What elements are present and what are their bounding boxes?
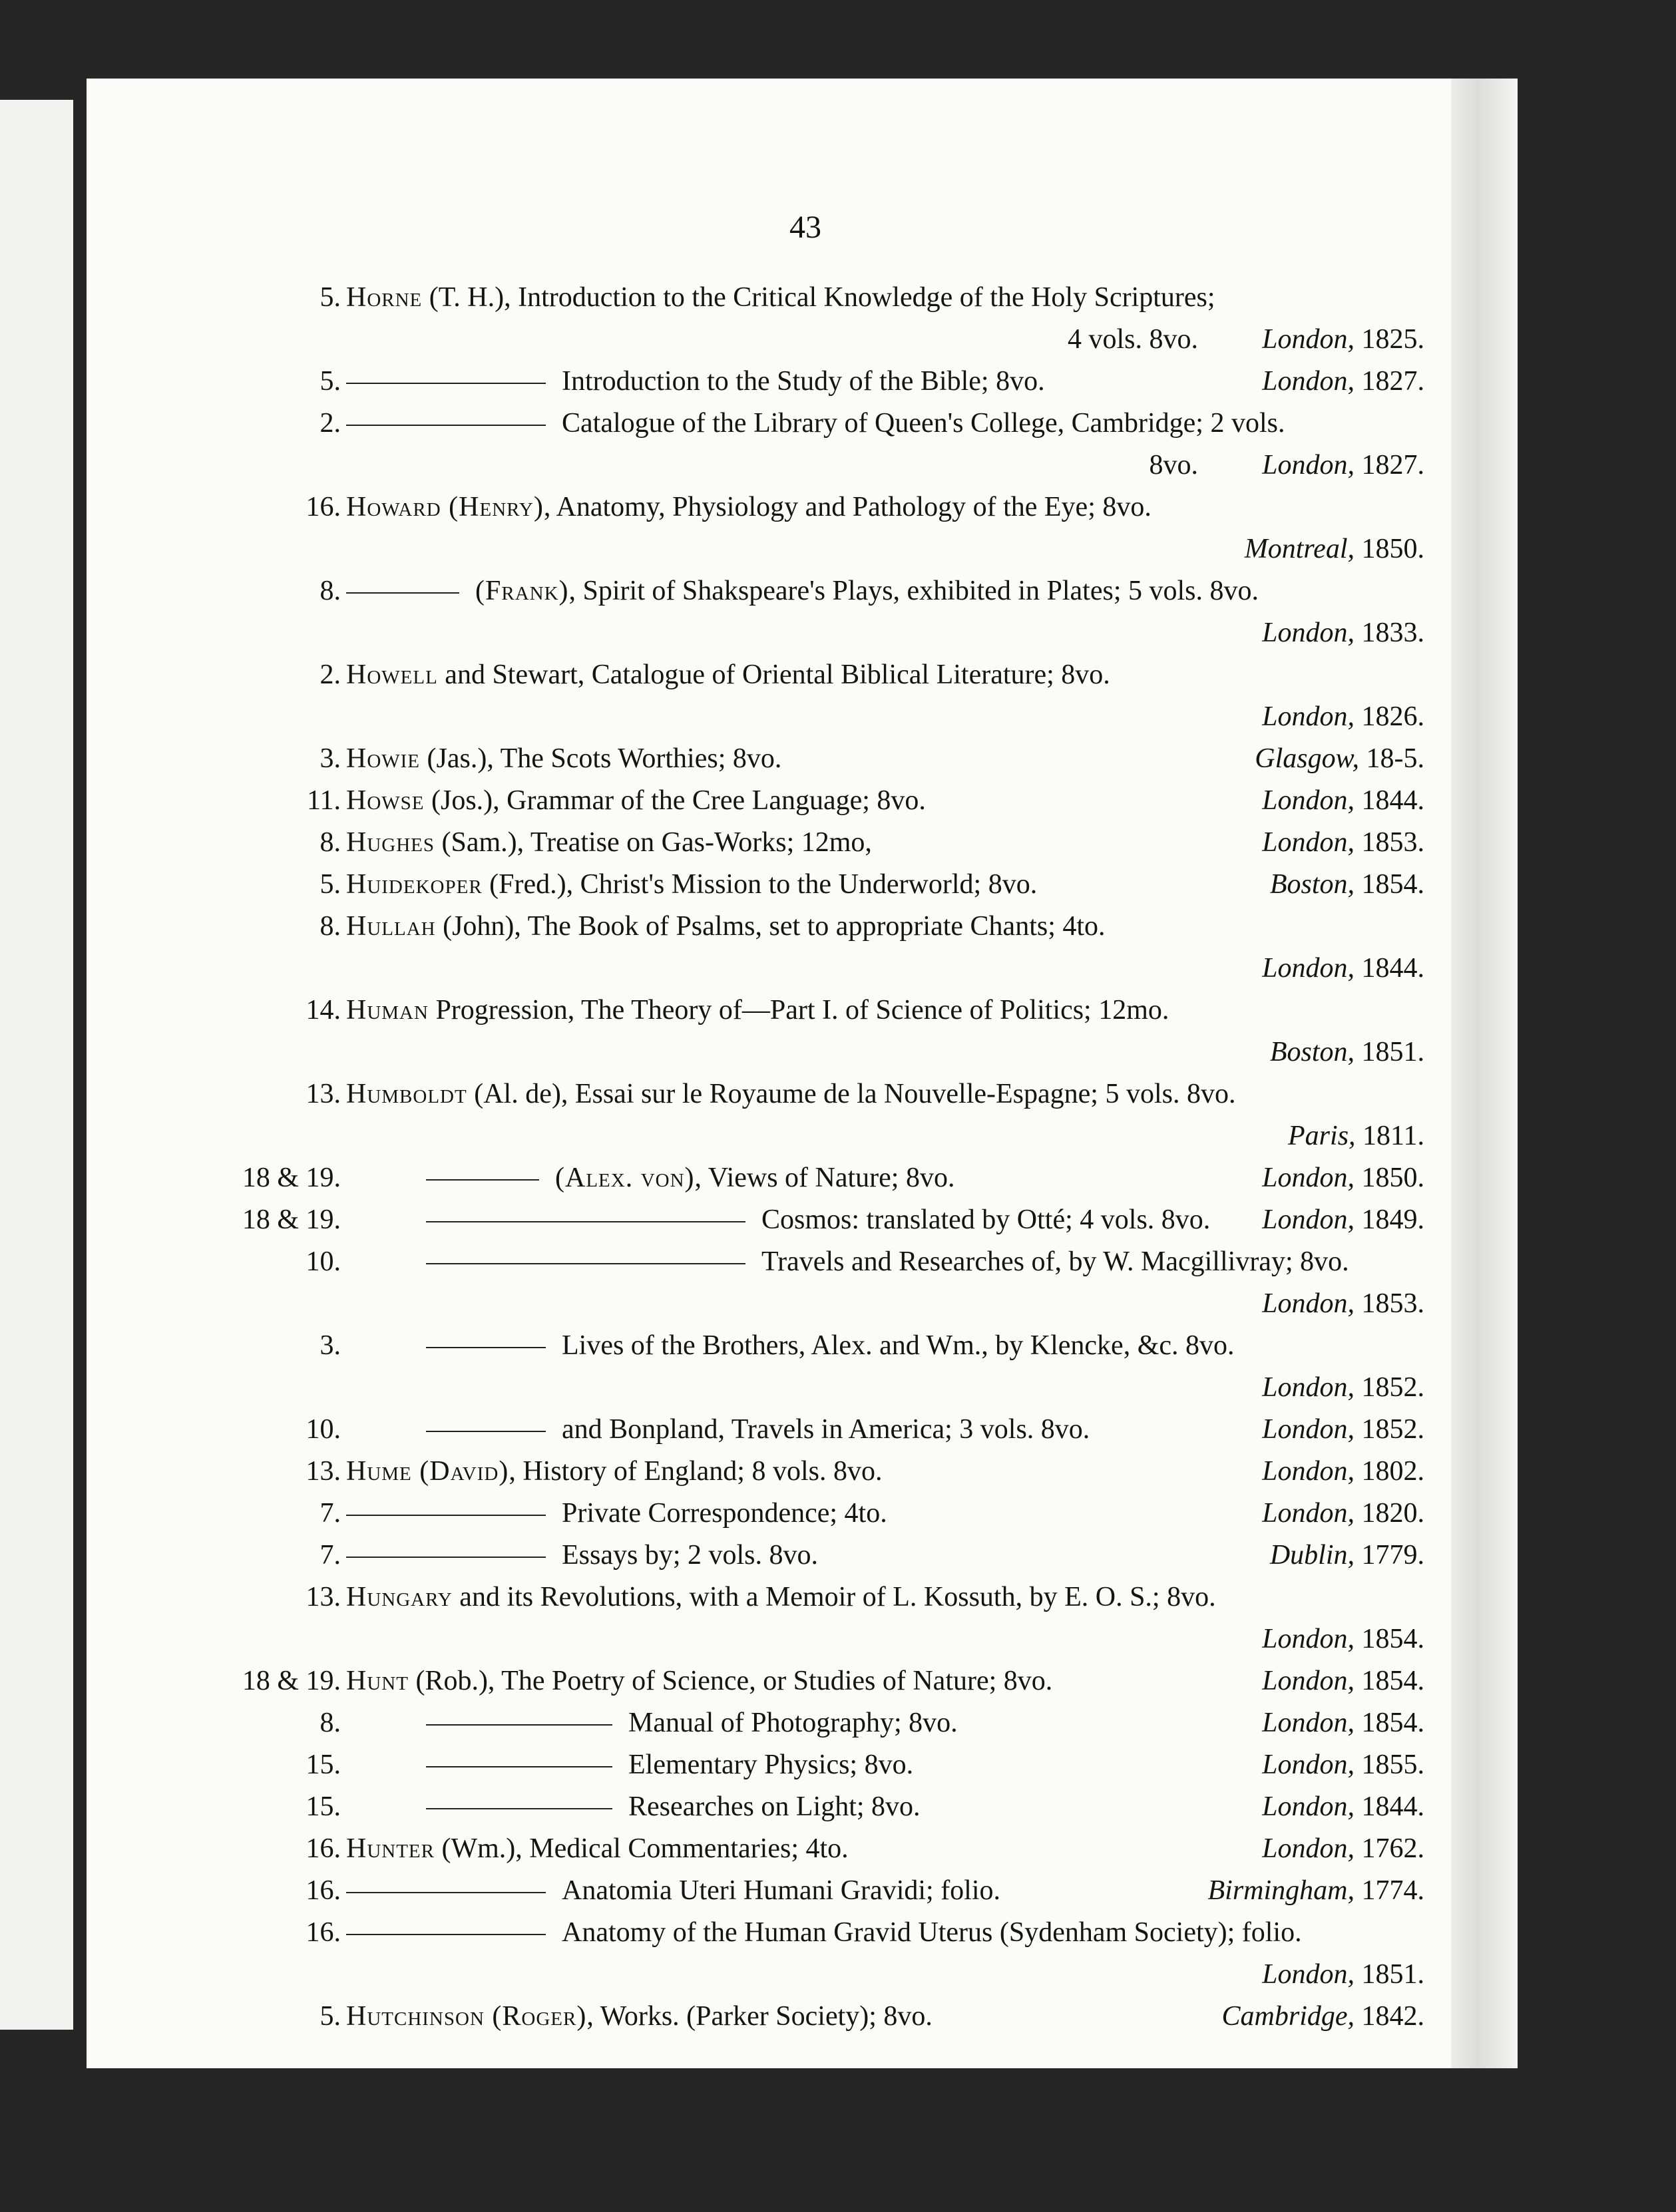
entry-line xyxy=(166,361,1424,403)
publication-year: 1779. xyxy=(1361,1540,1424,1570)
entry-text xyxy=(475,570,1424,612)
ditto-dash xyxy=(426,1431,546,1432)
catalogue-entry xyxy=(166,1325,1424,1409)
entry-title: Anatomy of the Human Gravid Uterus (Sydenham Society); folio. xyxy=(562,1917,1302,1948)
place-of-publication: London, xyxy=(1262,785,1355,816)
imprint xyxy=(1245,528,1424,570)
entry-title: Progression, The Theory of—Part I. of Science of Politics; 12mo. xyxy=(428,995,1169,1025)
catalogue-entry xyxy=(166,1702,1424,1744)
previous-page-edge xyxy=(0,100,73,2030)
catalogue-entry xyxy=(166,1451,1424,1493)
entry-title: Lives of the Brothers, Alex. and Wm., by Klencke, &c. 8vo. xyxy=(562,1330,1235,1361)
entry-text xyxy=(346,1073,1424,1115)
ditto-dash xyxy=(346,383,546,384)
publication-year: 1854. xyxy=(1361,1624,1424,1654)
entry-title: Private Correspondence; 4to. xyxy=(562,1498,887,1529)
entry-title: Elementary Physics; 8vo. xyxy=(628,1750,914,1780)
entry-line xyxy=(166,1073,1424,1115)
place-of-publication: London, xyxy=(1262,701,1355,732)
publication-year: 18-5. xyxy=(1366,743,1424,774)
place-of-publication: Glasgow, xyxy=(1255,743,1359,774)
author-name: (Frank) xyxy=(475,576,569,606)
entry-title: (Jas.), The Scots Worthies; 8vo. xyxy=(420,743,782,774)
entry-line xyxy=(166,738,1424,780)
entry-title: (Rob.), The Poetry of Science, or Studies of Nature; 8vo. xyxy=(408,1666,1053,1696)
imprint xyxy=(1262,445,1424,486)
ditto-dash xyxy=(426,1179,539,1181)
shelf-number: 14. xyxy=(306,995,341,1025)
format-continuation: 8vo. xyxy=(1149,450,1198,480)
entry-title: , History of England; 8 vols. 8vo. xyxy=(509,1456,883,1487)
catalogue-entry xyxy=(166,990,1424,1073)
imprint xyxy=(1262,1702,1424,1744)
catalogue-entry xyxy=(166,1576,1424,1660)
catalogue-entry xyxy=(166,1786,1424,1828)
entry-line xyxy=(166,654,1424,696)
shelf-number: 15. xyxy=(306,1791,341,1822)
entry-title: (John), The Book of Psalms, set to appropriate Chants; 4to. xyxy=(435,911,1106,942)
publication-year: 1852. xyxy=(1361,1414,1424,1445)
catalogue-entry xyxy=(166,570,1424,654)
shelf-number: 5. xyxy=(319,869,341,900)
catalogue-entry xyxy=(166,361,1424,403)
entry-text xyxy=(346,486,1424,528)
author-name: Huidekoper xyxy=(346,869,483,900)
entry-text xyxy=(562,1325,1424,1367)
imprint xyxy=(1270,1031,1424,1073)
publication-year: 1853. xyxy=(1361,827,1424,858)
entry-title: Travels and Researches of, by W. Macgillivray; 8vo. xyxy=(761,1246,1349,1277)
place-of-publication: London, xyxy=(1262,1708,1355,1738)
catalogue-entry xyxy=(166,1157,1424,1199)
publication-year: 1827. xyxy=(1361,450,1424,480)
entry-line xyxy=(166,1409,1424,1451)
author-name: Howell xyxy=(346,659,438,690)
place-of-publication: Cambridge, xyxy=(1221,2001,1355,2032)
catalogue-entry xyxy=(166,1493,1424,1535)
shelf-number: 18 & 19. xyxy=(242,1666,341,1696)
catalogue-entry xyxy=(166,1996,1424,2038)
entry-line xyxy=(166,822,1424,864)
entry-line xyxy=(166,445,1424,486)
entry-line xyxy=(166,906,1424,948)
catalogue-entry xyxy=(166,1073,1424,1157)
author-name: Human xyxy=(346,995,429,1025)
publication-year: 1851. xyxy=(1361,1037,1424,1067)
publication-year: 1852. xyxy=(1361,1372,1424,1403)
entry-title: Cosmos: translated by Otté; 4 vols. 8vo. xyxy=(761,1204,1211,1235)
entry-text xyxy=(562,1912,1424,1954)
imprint xyxy=(1262,1409,1424,1451)
place-of-publication: London, xyxy=(1262,618,1355,648)
publication-year: 1854. xyxy=(1361,869,1424,900)
catalogue-entry xyxy=(166,1828,1424,1870)
imprint xyxy=(1262,948,1424,990)
shelf-number: 2. xyxy=(319,408,341,439)
entry-line xyxy=(166,1031,1424,1073)
imprint xyxy=(1262,361,1424,403)
entry-line xyxy=(166,1241,1424,1283)
entry-title: (Sam.), Treatise on Gas-Works; 12mo, xyxy=(435,827,872,858)
entry-line xyxy=(166,528,1424,570)
catalogue-entry xyxy=(166,822,1424,864)
publication-year: 1833. xyxy=(1361,618,1424,648)
ditto-dash xyxy=(426,1766,612,1767)
imprint xyxy=(1262,696,1424,738)
place-of-publication: London, xyxy=(1262,1624,1355,1654)
place-of-publication: London, xyxy=(1262,1833,1355,1864)
shelf-number: 7. xyxy=(319,1540,341,1570)
imprint xyxy=(1262,1157,1424,1199)
catalogue-entry xyxy=(166,1870,1424,1912)
entry-title: (Jos.), Grammar of the Cree Language; 8vo. xyxy=(424,785,926,816)
imprint xyxy=(1262,1828,1424,1870)
entry-text xyxy=(761,1241,1424,1283)
entry-line xyxy=(166,1618,1424,1660)
entry-line xyxy=(166,1115,1424,1157)
entry-line xyxy=(166,1828,1424,1870)
place-of-publication: London, xyxy=(1262,1163,1355,1193)
imprint xyxy=(1262,1199,1424,1241)
author-name: Humboldt xyxy=(346,1079,467,1109)
publication-year: 1850. xyxy=(1361,1163,1424,1193)
author-name: Hungary xyxy=(346,1582,453,1612)
place-of-publication: Paris, xyxy=(1288,1121,1356,1151)
entry-line xyxy=(166,612,1424,654)
entry-line xyxy=(166,1954,1424,1996)
place-of-publication: London, xyxy=(1262,953,1355,984)
entry-line xyxy=(166,696,1424,738)
author-name: (Alex. von) xyxy=(555,1163,695,1193)
catalogue-entry xyxy=(166,1744,1424,1786)
entry-line xyxy=(166,864,1424,906)
catalogue-entry xyxy=(166,864,1424,906)
entry-title: Essays by; 2 vols. 8vo. xyxy=(562,1540,819,1570)
ditto-dash xyxy=(346,1515,546,1516)
place-of-publication: London, xyxy=(1262,1666,1355,1696)
imprint xyxy=(1262,1367,1424,1409)
page-gutter-shadow xyxy=(1451,79,1518,2068)
place-of-publication: Boston, xyxy=(1269,869,1355,900)
catalogue-entry xyxy=(166,1912,1424,1996)
author-name: Hume (David) xyxy=(346,1456,509,1487)
place-of-publication: London, xyxy=(1262,1288,1355,1319)
entry-line xyxy=(166,1744,1424,1786)
shelf-number: 8. xyxy=(319,827,341,858)
shelf-number: 5. xyxy=(319,2001,341,2032)
entry-line xyxy=(166,486,1424,528)
imprint xyxy=(1288,1115,1424,1157)
publication-year: 1844. xyxy=(1361,785,1424,816)
imprint xyxy=(1262,612,1424,654)
place-of-publication: London, xyxy=(1262,1750,1355,1780)
shelf-number: 8. xyxy=(319,576,341,606)
catalogue-entry xyxy=(166,906,1424,990)
imprint xyxy=(1262,1744,1424,1786)
publication-year: 1849. xyxy=(1361,1204,1424,1235)
shelf-number: 7. xyxy=(319,1498,341,1529)
imprint xyxy=(1262,1451,1424,1493)
ditto-dash xyxy=(426,1724,612,1726)
publication-year: 1850. xyxy=(1361,534,1424,564)
entry-line xyxy=(166,1451,1424,1493)
ditto-dash xyxy=(346,1557,546,1558)
place-of-publication: London, xyxy=(1262,1204,1355,1235)
entry-title: Catalogue of the Library of Queen's College, Cambridge; 2 vols. xyxy=(562,408,1285,439)
catalogue-entry xyxy=(166,1660,1424,1702)
imprint xyxy=(1262,780,1424,822)
ditto-dash xyxy=(426,1347,546,1348)
entry-title: , Anatomy, Physiology and Pathology of the Eye; 8vo. xyxy=(543,492,1152,522)
entry-text xyxy=(346,1576,1424,1618)
format-continuation: 4 vols. 8vo. xyxy=(1067,324,1198,355)
shelf-number: 16. xyxy=(306,1917,341,1948)
entry-line xyxy=(166,948,1424,990)
place-of-publication: London, xyxy=(1262,450,1355,480)
entry-text xyxy=(346,654,1424,696)
publication-year: 1774. xyxy=(1361,1875,1424,1906)
publication-year: 1854. xyxy=(1361,1666,1424,1696)
place-of-publication: Dublin, xyxy=(1269,1540,1355,1570)
entry-title: Introduction to the Study of the Bible; 8vo. xyxy=(562,366,1045,397)
place-of-publication: Boston, xyxy=(1269,1037,1355,1067)
publication-year: 1825. xyxy=(1361,324,1424,355)
entry-title: (Al. de), Essai sur le Royaume de la Nouvelle-Espagne; 5 vols. 8vo. xyxy=(467,1079,1236,1109)
shelf-number: 13. xyxy=(306,1582,341,1612)
entry-title: Researches on Light; 8vo. xyxy=(628,1791,921,1822)
imprint xyxy=(1262,1283,1424,1325)
ditto-dash xyxy=(426,1221,745,1222)
place-of-publication: London, xyxy=(1262,1414,1355,1445)
publication-year: 1842. xyxy=(1361,2001,1424,2032)
entry-line xyxy=(166,990,1424,1031)
imprint xyxy=(1270,1535,1424,1576)
catalogue-entry xyxy=(166,277,1424,361)
place-of-publication: London, xyxy=(1262,1372,1355,1403)
page-number: 43 xyxy=(789,210,821,245)
publication-year: 1802. xyxy=(1361,1456,1424,1487)
imprint xyxy=(1262,1786,1424,1828)
catalogue-entry xyxy=(166,738,1424,780)
shelf-number: 10. xyxy=(306,1246,341,1277)
shelf-number: 8. xyxy=(319,1708,341,1738)
publication-year: 1827. xyxy=(1361,366,1424,397)
catalogue-entry xyxy=(166,1409,1424,1451)
entry-line xyxy=(166,319,1424,361)
imprint xyxy=(1262,1954,1424,1996)
imprint xyxy=(1222,1996,1425,2038)
place-of-publication: London, xyxy=(1262,1456,1355,1487)
shelf-number: 13. xyxy=(306,1456,341,1487)
entry-text xyxy=(346,277,1424,319)
place-of-publication: London, xyxy=(1262,1959,1355,1990)
shelf-number: 5. xyxy=(319,282,341,313)
entry-line xyxy=(166,1912,1424,1954)
entry-line xyxy=(166,1786,1424,1828)
publication-year: 1826. xyxy=(1361,701,1424,732)
place-of-publication: Birmingham, xyxy=(1207,1875,1355,1906)
publication-year: 1844. xyxy=(1361,1791,1424,1822)
author-name: Hullah xyxy=(346,911,436,942)
entry-title: (Wm.), Medical Commentaries; 4to. xyxy=(435,1833,849,1864)
ditto-dash xyxy=(346,1934,546,1935)
author-name: Howard (Henry) xyxy=(346,492,544,522)
entry-line xyxy=(166,1660,1424,1702)
publication-year: 1820. xyxy=(1361,1498,1424,1529)
entry-line xyxy=(166,780,1424,822)
entry-title: (T. H.), Introduction to the Critical Knowledge of the Holy Scriptures; xyxy=(422,282,1215,313)
shelf-number: 3. xyxy=(319,1330,341,1361)
catalogue-entry xyxy=(166,780,1424,822)
publication-year: 1853. xyxy=(1361,1288,1424,1319)
entry-line xyxy=(166,1325,1424,1367)
entry-line xyxy=(166,1157,1424,1199)
publication-year: 1854. xyxy=(1361,1708,1424,1738)
entry-line xyxy=(166,570,1424,612)
entry-line xyxy=(166,277,1424,319)
place-of-publication: London, xyxy=(1262,1791,1355,1822)
entry-text xyxy=(346,864,1424,906)
catalogue-entry xyxy=(166,1241,1424,1325)
shelf-number: 5. xyxy=(319,366,341,397)
shelf-number: 2. xyxy=(319,659,341,690)
publication-year: 1851. xyxy=(1361,1959,1424,1990)
author-name: Hughes xyxy=(346,827,435,858)
shelf-number: 18 & 19. xyxy=(242,1204,341,1235)
entry-line xyxy=(166,403,1424,445)
entry-line xyxy=(166,1493,1424,1535)
entry-title: Manual of Photography; 8vo. xyxy=(628,1708,958,1738)
author-name: Horne xyxy=(346,282,423,313)
catalogue-page xyxy=(87,79,1518,2068)
imprint xyxy=(1262,319,1424,361)
entry-line xyxy=(166,1870,1424,1912)
entry-title: and its Revolutions, with a Memoir of L. Kossuth, by E. O. S.; 8vo. xyxy=(452,1582,1216,1612)
place-of-publication: London, xyxy=(1262,324,1355,355)
entry-line xyxy=(166,1367,1424,1409)
entry-text xyxy=(346,990,1424,1031)
shelf-number: 13. xyxy=(306,1079,341,1109)
author-name: Hunt xyxy=(346,1666,409,1696)
entry-line xyxy=(166,1702,1424,1744)
place-of-publication: London, xyxy=(1262,366,1355,397)
entry-title: , Spirit of Shakspeare's Plays, exhibited in Plates; 5 vols. 8vo. xyxy=(568,576,1259,606)
entry-title: , Views of Nature; 8vo. xyxy=(694,1163,955,1193)
entry-title: Anatomia Uteri Humani Gravidi; folio. xyxy=(562,1875,1001,1906)
shelf-number: 16. xyxy=(306,1833,341,1864)
entry-title: and Stewart, Catalogue of Oriental Biblical Literature; 8vo. xyxy=(437,659,1110,690)
catalogue-entry xyxy=(166,1199,1424,1241)
shelf-number: 11. xyxy=(307,785,341,816)
ditto-dash xyxy=(346,425,546,426)
catalogue-entry xyxy=(166,486,1424,570)
shelf-number: 16. xyxy=(306,1875,341,1906)
shelf-number: 18 & 19. xyxy=(242,1163,341,1193)
author-name: Howie xyxy=(346,743,421,774)
ditto-dash xyxy=(346,1892,546,1893)
entry-line xyxy=(166,1283,1424,1325)
entry-line xyxy=(166,1576,1424,1618)
place-of-publication: London, xyxy=(1262,827,1355,858)
publication-year: 1844. xyxy=(1361,953,1424,984)
catalogue-entry xyxy=(166,654,1424,738)
entry-title: , Works. (Parker Society); 8vo. xyxy=(586,2001,933,2032)
imprint xyxy=(1270,864,1424,906)
catalogue-entry xyxy=(166,403,1424,486)
entry-text xyxy=(346,906,1424,948)
shelf-number: 15. xyxy=(306,1750,341,1780)
entry-text xyxy=(562,403,1424,445)
shelf-number: 8. xyxy=(319,911,341,942)
entry-line xyxy=(166,1996,1424,2038)
catalogue-entry xyxy=(166,1535,1424,1576)
imprint xyxy=(1255,738,1424,780)
imprint xyxy=(1262,1660,1424,1702)
place-of-publication: London, xyxy=(1262,1498,1355,1529)
catalogue-entries xyxy=(166,277,1424,2038)
author-name: Hutchinson (Roger) xyxy=(346,2001,587,2032)
publication-year: 1762. xyxy=(1361,1833,1424,1864)
entry-title: and Bonpland, Travels in America; 3 vols. 8vo. xyxy=(562,1414,1090,1445)
ditto-dash xyxy=(426,1808,612,1809)
publication-year: 1855. xyxy=(1361,1750,1424,1780)
shelf-number: 10. xyxy=(306,1414,341,1445)
imprint xyxy=(1262,1618,1424,1660)
entry-title: (Fred.), Christ's Mission to the Underworld; 8vo. xyxy=(482,869,1038,900)
imprint xyxy=(1208,1870,1425,1912)
shelf-number: 16. xyxy=(306,492,341,522)
entry-line xyxy=(166,1535,1424,1576)
author-name: Howse xyxy=(346,785,425,816)
author-name: Hunter xyxy=(346,1833,435,1864)
ditto-dash xyxy=(346,592,459,594)
imprint xyxy=(1262,1493,1424,1535)
shelf-number: 3. xyxy=(319,743,341,774)
imprint xyxy=(1262,822,1424,864)
entry-line xyxy=(166,1199,1424,1241)
publication-year: 1811. xyxy=(1362,1121,1424,1151)
place-of-publication: Montreal, xyxy=(1244,534,1355,564)
ditto-dash xyxy=(426,1263,745,1264)
